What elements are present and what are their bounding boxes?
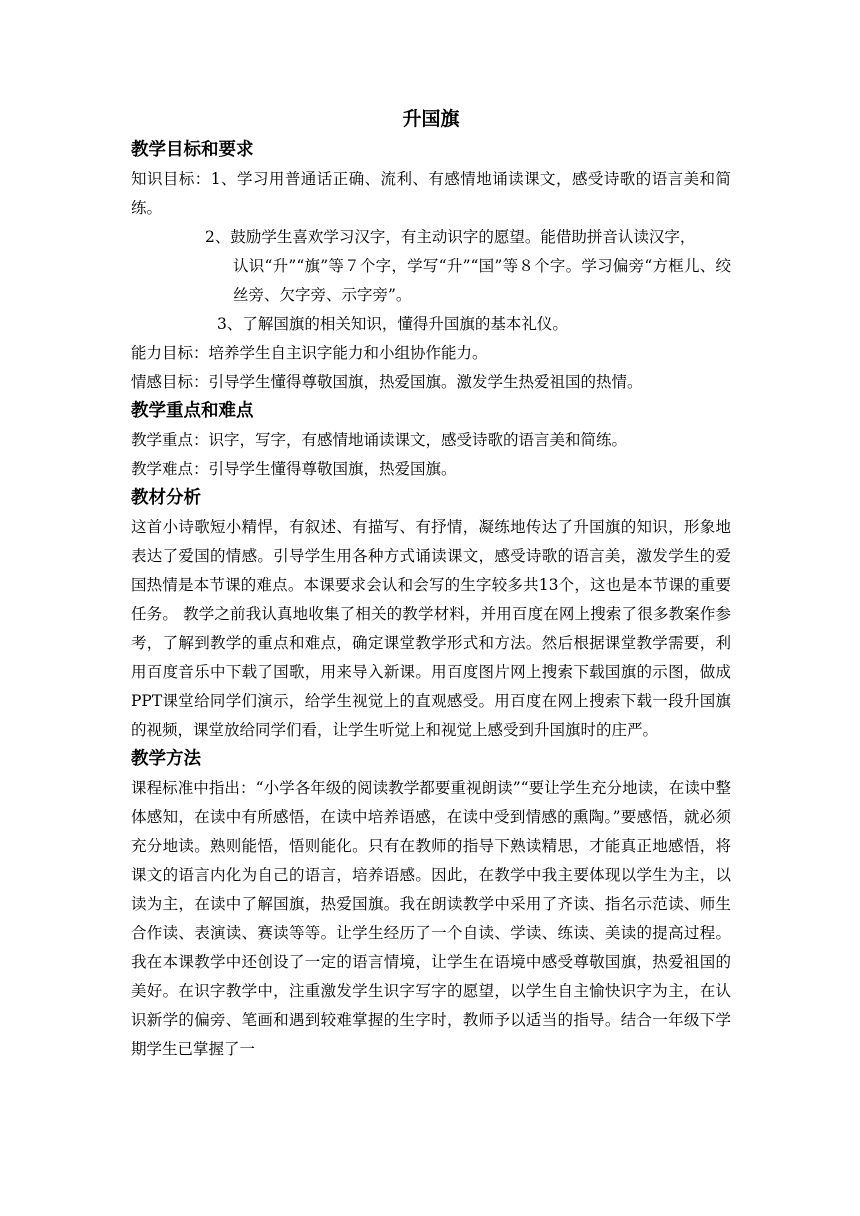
document-body bbox=[131, 102, 731, 1064]
teaching-difficulty: 教学难点：引导学生懂得尊敬国旗，热爱国旗。 bbox=[131, 460, 457, 478]
document-title: 升国旗 bbox=[402, 108, 460, 130]
methods-paragraph: 课程标准中指出：“小学各年级的阅读教学都要重视朗读”“要让学生充分地读，在读中整体感知，在读中有所感悟，在读中培养语感，在读中受到情感的熏陶。”要感悟，就必须充分地读。熟则能悟，悟则能化。只有在教师的指导下熟读精思，才能真正地感悟，将课文的语言内化为自己的语言，培养语感。因此，在教学中我主要体现以学生为主，以读为主，在读中了解国旗，热爱国旗。我在朗读教学中采用了齐读、指名示范读、师生合作读、表演读、赛读等等。让学生经历了一个自读、学读、练读、美读的提高过程。我在本课教学中还创设了一定的语言情境，让学生在语境中感受尊敬国旗，热爱祖国的美好。在识字教学中，注重激发学生识字写字的愿望，以学生自主愉快识字为主，在认识新学的偏旁、笔画和遇到较难掌握的生字时，教师予以适当的指导。结合一年级下学期学生已掌握了一 bbox=[131, 779, 731, 1058]
analysis-paragraph: 这首小诗歌短小精悍，有叙述、有描写、有抒情，凝练地传达了升国旗的知识，形象地表达了爱国的情感。引导学生用各种方式诵读课文，感受诗歌的语言美，激发学生的爱国热情是本节课的难点。本课要求会认和会写的生字较多共13个，这也是本节课的重要任务。 教学之前我认真地收集了相关的教学材料，并用百度在网上搜索了很多教案作参考，了解到教学的重点和难点，确定课堂教学形式和方法。然后根据课堂教学需要，利用百度音乐中下载了国歌，用来导入新课。用百度图片网上搜索下载国旗的示图，做成PPT课堂给同学们演示，给学生视觉上的直观感受。用百度在网上搜索下载一段升国旗的视频，课堂放给同学们看，让学生听觉上和视觉上感受到升国旗时的庄严。 bbox=[131, 518, 731, 739]
knowledge-goal-3: 3、了解国旗的相关知识，懂得升国旗的基本礼仪。 bbox=[217, 315, 568, 333]
emotion-goal: 情感目标：引导学生懂得尊敬国旗，热爱国旗。激发学生热爱祖国的热情。 bbox=[131, 373, 643, 391]
section-heading-analysis: 教材分析 bbox=[131, 488, 201, 508]
section-heading-goals: 教学目标和要求 bbox=[131, 140, 254, 160]
teaching-focus: 教学重点：识字，写字，有感情地诵读课文，感受诗歌的语言美和简练。 bbox=[131, 431, 628, 449]
section-heading-methods: 教学方法 bbox=[131, 749, 201, 769]
knowledge-goal-2 bbox=[205, 223, 731, 310]
knowledge-goal-2-continuation: 认识“升”“旗”等７个字，学写“升”“国”等８个字。学习偏旁“方框儿、绞丝旁、欠字旁、示字旁”。 bbox=[233, 257, 731, 304]
knowledge-goal-1: 知识目标：1、学习用普通话正确、流利、有感情地诵读课文，感受诗歌的语言美和简练。 bbox=[131, 170, 731, 217]
knowledge-goal-2-first-line: 2、鼓励学生喜欢学习汉字，有主动识字的愿望。能借助拼音认读汉字， bbox=[205, 228, 696, 246]
section-heading-key-points: 教学重点和难点 bbox=[131, 401, 254, 421]
ability-goal: 能力目标：培养学生自主识字能力和小组协作能力。 bbox=[131, 344, 488, 362]
